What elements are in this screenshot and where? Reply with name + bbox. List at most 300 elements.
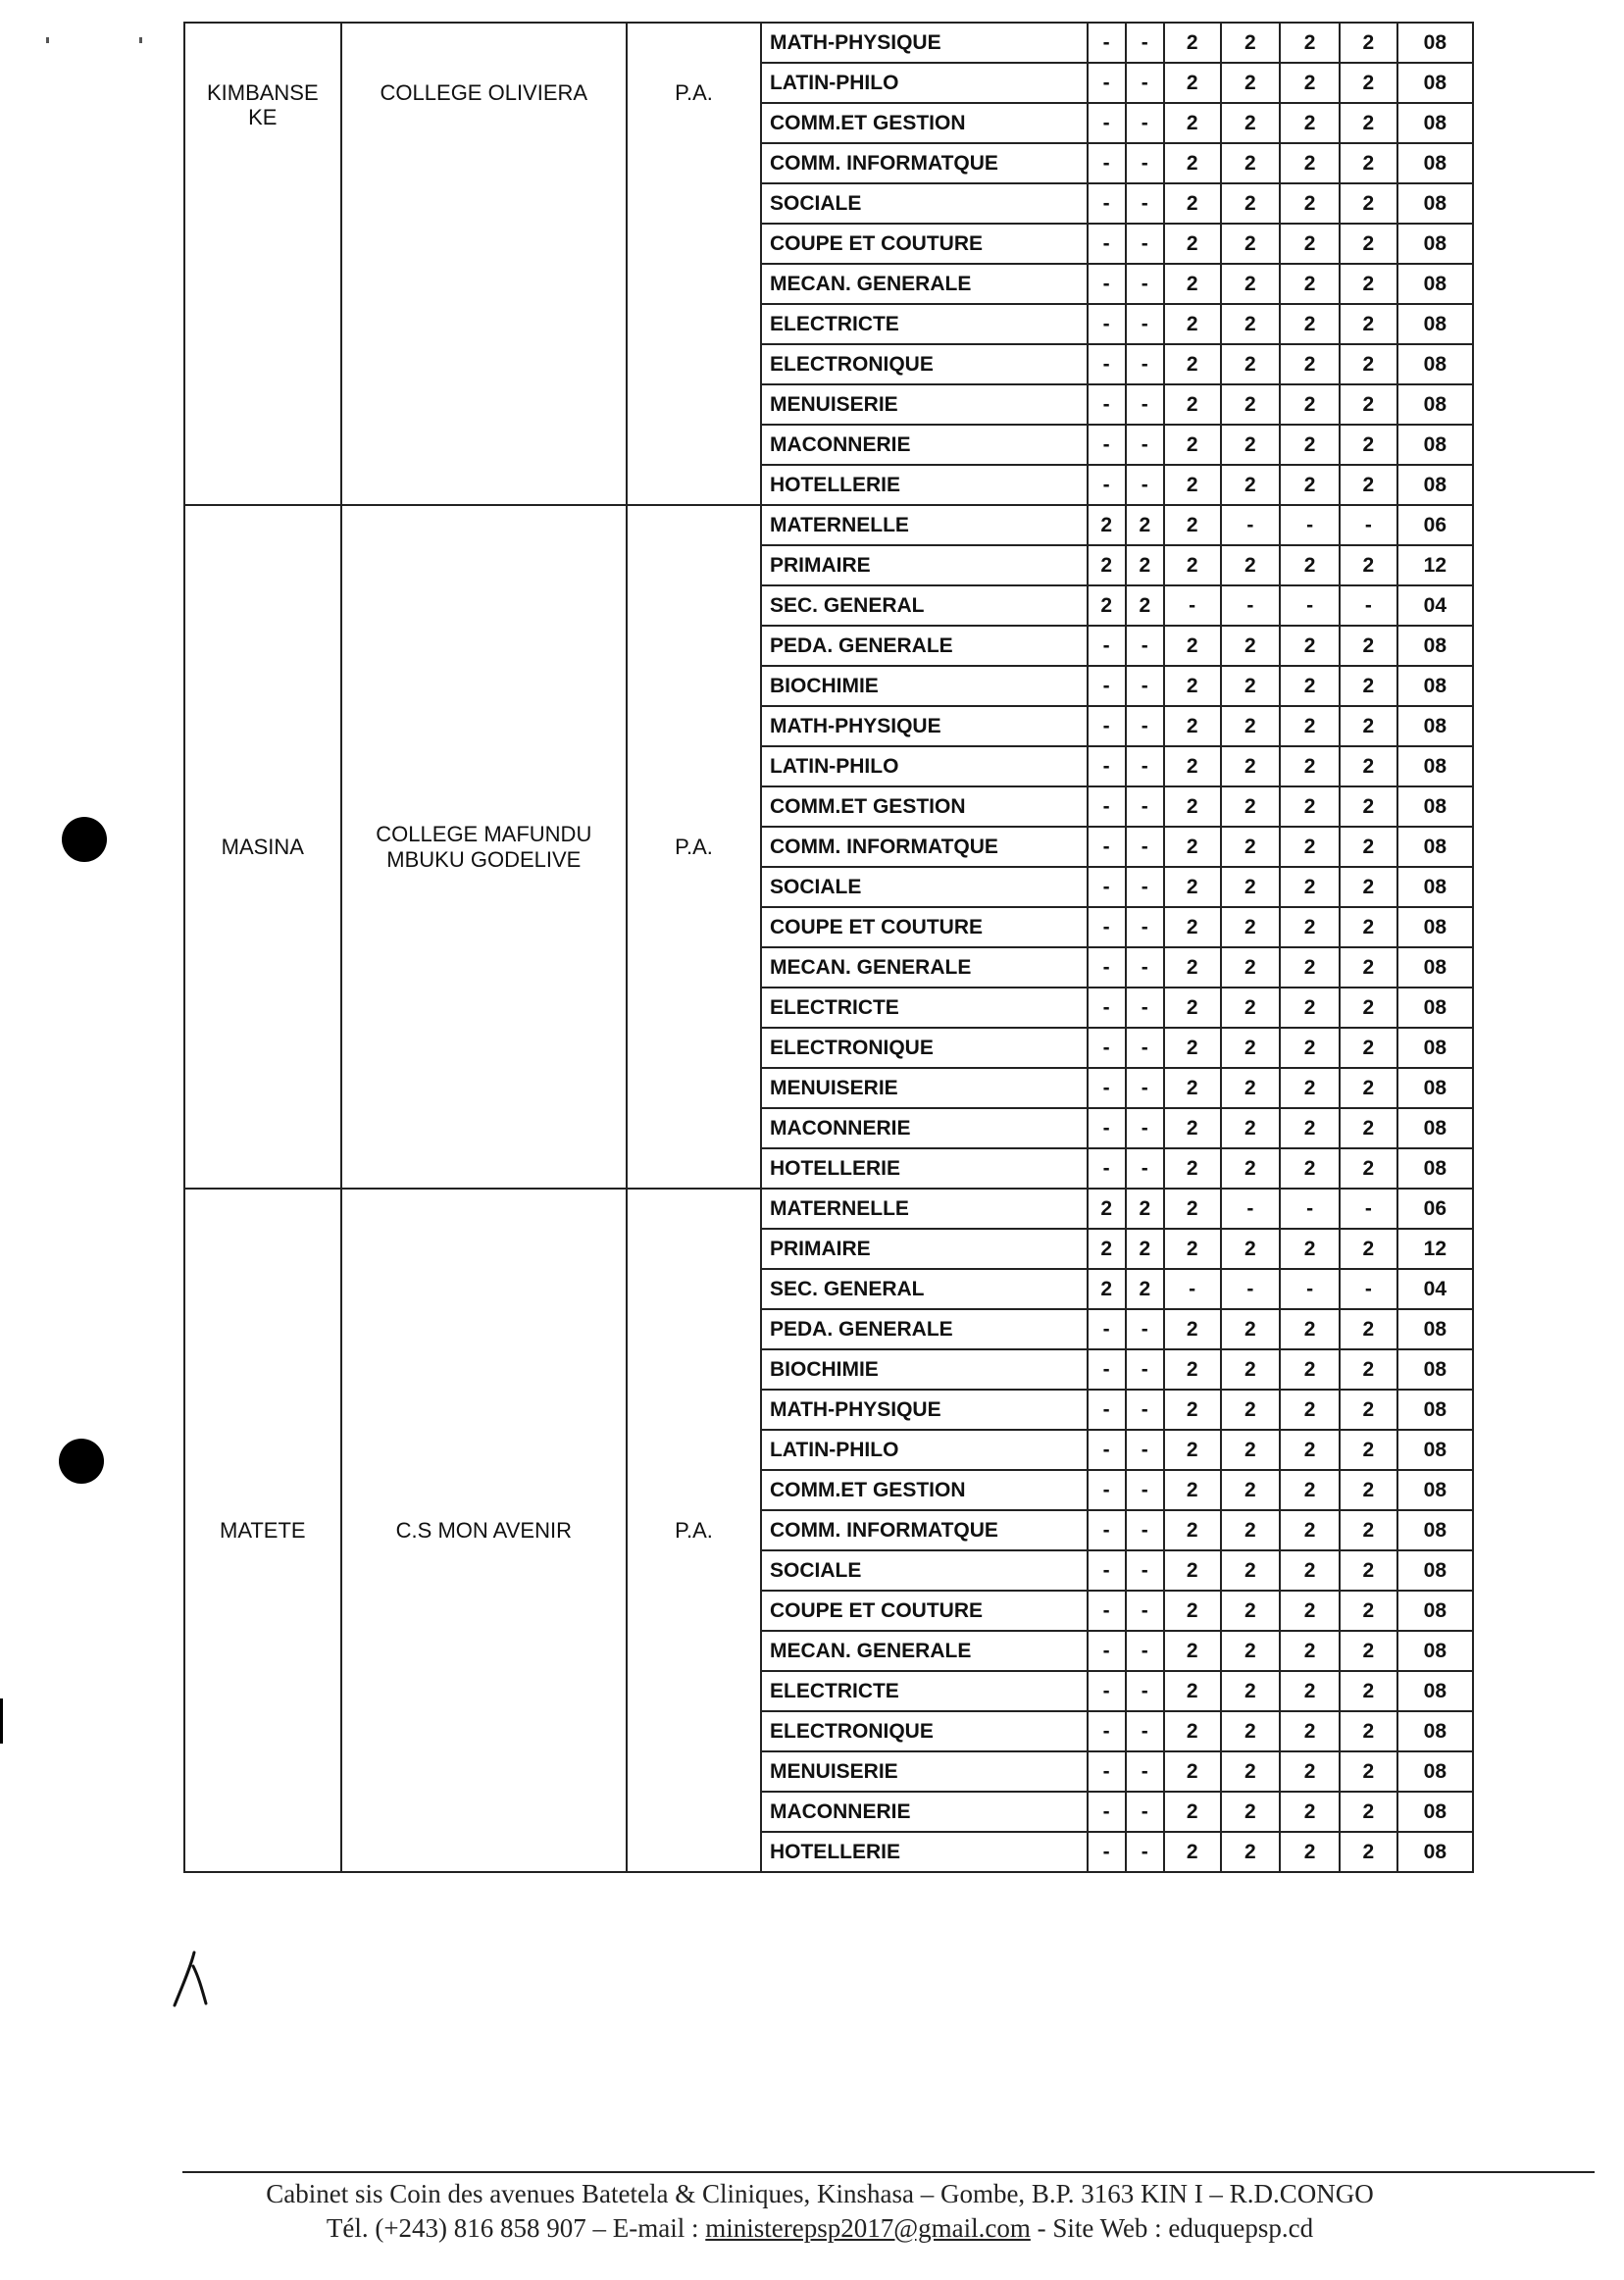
class-count-cell: 2 xyxy=(1221,1430,1281,1470)
class-count-cell: 2 xyxy=(1164,1108,1221,1148)
footer-email-link[interactable]: ministerepsp2017@gmail.com xyxy=(705,2213,1031,2243)
footer-contact xyxy=(182,2213,1457,2244)
commune-cell: MASINA xyxy=(184,505,341,1189)
total-cell: 08 xyxy=(1397,626,1473,666)
option-name-cell: COMM.ET GESTION xyxy=(761,103,1088,143)
class-count-cell: - xyxy=(1088,425,1126,465)
class-count-cell: 2 xyxy=(1280,1430,1340,1470)
class-count-cell: - xyxy=(1126,988,1164,1028)
option-name-cell: COUPE ET COUTURE xyxy=(761,224,1088,264)
class-count-cell: 2 xyxy=(1340,746,1397,786)
scan-tick-mark xyxy=(139,37,142,43)
option-name-cell: MACONNERIE xyxy=(761,1792,1088,1832)
class-count-cell: 2 xyxy=(1164,1349,1221,1390)
class-count-cell: 2 xyxy=(1280,1671,1340,1711)
class-count-cell: 2 xyxy=(1164,505,1221,545)
class-count-cell: - xyxy=(1126,63,1164,103)
class-count-cell: 2 xyxy=(1164,425,1221,465)
class-count-cell: 2 xyxy=(1280,827,1340,867)
total-cell: 08 xyxy=(1397,1309,1473,1349)
class-count-cell: 2 xyxy=(1164,867,1221,907)
class-count-cell: 2 xyxy=(1280,143,1340,183)
class-count-cell: 2 xyxy=(1126,505,1164,545)
regime-cell: P.A. xyxy=(627,505,761,1189)
total-cell: 08 xyxy=(1397,425,1473,465)
class-count-cell: 2 xyxy=(1340,1068,1397,1108)
option-name-cell: MATH-PHYSIQUE xyxy=(761,1390,1088,1430)
class-count-cell: 2 xyxy=(1280,947,1340,988)
class-count-cell: 2 xyxy=(1280,1390,1340,1430)
class-count-cell: - xyxy=(1126,143,1164,183)
class-count-cell: - xyxy=(1088,465,1126,505)
class-count-cell: 2 xyxy=(1340,827,1397,867)
class-count-cell: 2 xyxy=(1280,907,1340,947)
total-cell: 08 xyxy=(1397,988,1473,1028)
class-count-cell: 2 xyxy=(1126,585,1164,626)
commune-cell: KIMBANSE KE xyxy=(184,23,341,505)
class-count-cell: 2 xyxy=(1221,103,1281,143)
class-count-cell: - xyxy=(1088,1349,1126,1390)
option-name-cell: BIOCHIMIE xyxy=(761,1349,1088,1390)
class-count-cell: - xyxy=(1126,23,1164,63)
option-name-cell: COMM. INFORMATQUE xyxy=(761,827,1088,867)
table-row xyxy=(184,1189,1473,1229)
class-count-cell: - xyxy=(1088,1671,1126,1711)
school-name-cell: C.S MON AVENIR xyxy=(341,1189,627,1872)
class-count-cell: - xyxy=(1088,1832,1126,1872)
total-cell: 08 xyxy=(1397,1028,1473,1068)
class-count-cell: - xyxy=(1126,1309,1164,1349)
regime-cell: P.A. xyxy=(627,1189,761,1872)
total-cell: 06 xyxy=(1397,1189,1473,1229)
total-cell: 08 xyxy=(1397,1832,1473,1872)
class-count-cell: - xyxy=(1280,1269,1340,1309)
class-count-cell: 2 xyxy=(1280,1349,1340,1390)
class-count-cell: - xyxy=(1126,947,1164,988)
class-count-cell: 2 xyxy=(1164,1148,1221,1189)
class-count-cell: 2 xyxy=(1164,1309,1221,1349)
class-count-cell: 2 xyxy=(1280,344,1340,384)
total-cell: 08 xyxy=(1397,344,1473,384)
class-count-cell: - xyxy=(1088,1470,1126,1510)
total-cell: 08 xyxy=(1397,384,1473,425)
class-count-cell: 2 xyxy=(1221,1028,1281,1068)
class-count-cell: - xyxy=(1126,1671,1164,1711)
class-count-cell: - xyxy=(1088,827,1126,867)
class-count-cell: - xyxy=(1088,1510,1126,1550)
class-count-cell: - xyxy=(1126,264,1164,304)
class-count-cell: 2 xyxy=(1280,786,1340,827)
option-name-cell: COUPE ET COUTURE xyxy=(761,1591,1088,1631)
class-count-cell: - xyxy=(1126,1349,1164,1390)
class-count-cell: - xyxy=(1280,585,1340,626)
option-name-cell: MECAN. GENERALE xyxy=(761,264,1088,304)
class-count-cell: 2 xyxy=(1280,264,1340,304)
class-count-cell: 2 xyxy=(1340,1631,1397,1671)
class-count-cell: 2 xyxy=(1340,304,1397,344)
total-cell: 08 xyxy=(1397,1510,1473,1550)
option-name-cell: MATERNELLE xyxy=(761,1189,1088,1229)
class-count-cell: - xyxy=(1126,786,1164,827)
class-count-cell: - xyxy=(1126,344,1164,384)
class-count-cell: 2 xyxy=(1164,344,1221,384)
class-count-cell: 2 xyxy=(1221,666,1281,706)
class-count-cell: - xyxy=(1088,626,1126,666)
class-count-cell: - xyxy=(1088,23,1126,63)
class-count-cell: 2 xyxy=(1221,23,1281,63)
total-cell: 08 xyxy=(1397,1550,1473,1591)
class-count-cell: 2 xyxy=(1221,988,1281,1028)
option-name-cell: BIOCHIMIE xyxy=(761,666,1088,706)
class-count-cell: 2 xyxy=(1280,545,1340,585)
class-count-cell: 2 xyxy=(1280,1510,1340,1550)
class-count-cell: 2 xyxy=(1221,1309,1281,1349)
class-count-cell: 2 xyxy=(1088,1269,1126,1309)
class-count-cell: 2 xyxy=(1221,1832,1281,1872)
class-count-cell: 2 xyxy=(1340,1390,1397,1430)
class-count-cell: - xyxy=(1221,1189,1281,1229)
option-name-cell: LATIN-PHILO xyxy=(761,63,1088,103)
class-count-cell: - xyxy=(1126,224,1164,264)
option-name-cell: ELECTRONIQUE xyxy=(761,1711,1088,1751)
class-count-cell: 2 xyxy=(1221,1751,1281,1792)
class-count-cell: - xyxy=(1126,183,1164,224)
class-count-cell: 2 xyxy=(1340,143,1397,183)
class-count-cell: 2 xyxy=(1164,143,1221,183)
class-count-cell: 2 xyxy=(1280,224,1340,264)
class-count-cell: 2 xyxy=(1221,1510,1281,1550)
class-count-cell: 2 xyxy=(1221,1711,1281,1751)
option-name-cell: MECAN. GENERALE xyxy=(761,1631,1088,1671)
class-count-cell: - xyxy=(1088,224,1126,264)
class-count-cell: 2 xyxy=(1164,786,1221,827)
class-count-cell: 2 xyxy=(1126,1189,1164,1229)
option-name-cell: SEC. GENERAL xyxy=(761,585,1088,626)
class-count-cell: 2 xyxy=(1221,746,1281,786)
class-count-cell: 2 xyxy=(1280,1631,1340,1671)
class-count-cell: - xyxy=(1126,867,1164,907)
class-count-cell: 2 xyxy=(1164,183,1221,224)
option-name-cell: HOTELLERIE xyxy=(761,1148,1088,1189)
option-name-cell: MATH-PHYSIQUE xyxy=(761,23,1088,63)
option-name-cell: ELECTRICTE xyxy=(761,988,1088,1028)
class-count-cell: - xyxy=(1088,746,1126,786)
class-count-cell: 2 xyxy=(1164,103,1221,143)
class-count-cell: 2 xyxy=(1340,344,1397,384)
class-count-cell: 2 xyxy=(1164,465,1221,505)
class-count-cell: 2 xyxy=(1221,1108,1281,1148)
class-count-cell: 2 xyxy=(1088,1229,1126,1269)
class-count-cell: 2 xyxy=(1164,947,1221,988)
option-name-cell: PEDA. GENERALE xyxy=(761,1309,1088,1349)
class-count-cell: 2 xyxy=(1164,1189,1221,1229)
class-count-cell: 2 xyxy=(1126,545,1164,585)
class-count-cell: - xyxy=(1126,907,1164,947)
class-count-cell: 2 xyxy=(1340,224,1397,264)
class-count-cell: 2 xyxy=(1280,1711,1340,1751)
option-name-cell: COUPE ET COUTURE xyxy=(761,907,1088,947)
total-cell: 08 xyxy=(1397,706,1473,746)
total-cell: 08 xyxy=(1397,1631,1473,1671)
total-cell: 08 xyxy=(1397,1751,1473,1792)
footer-rule xyxy=(182,2171,1595,2173)
school-name-cell: COLLEGE OLIVIERA xyxy=(341,23,627,505)
class-count-cell: 2 xyxy=(1340,1510,1397,1550)
option-name-cell: LATIN-PHILO xyxy=(761,1430,1088,1470)
class-count-cell: 2 xyxy=(1164,224,1221,264)
class-count-cell: 2 xyxy=(1280,1148,1340,1189)
class-count-cell: 2 xyxy=(1221,264,1281,304)
class-count-cell: 2 xyxy=(1280,666,1340,706)
class-count-cell: 2 xyxy=(1340,867,1397,907)
class-count-cell: - xyxy=(1126,1751,1164,1792)
class-count-cell: 2 xyxy=(1340,706,1397,746)
option-name-cell: MENUISERIE xyxy=(761,1068,1088,1108)
class-count-cell: 2 xyxy=(1164,264,1221,304)
option-name-cell: ELECTRONIQUE xyxy=(761,344,1088,384)
class-count-cell: 2 xyxy=(1221,344,1281,384)
total-cell: 08 xyxy=(1397,1430,1473,1470)
class-count-cell: 2 xyxy=(1280,706,1340,746)
total-cell: 08 xyxy=(1397,666,1473,706)
class-count-cell: 2 xyxy=(1280,1470,1340,1510)
class-count-cell: 2 xyxy=(1221,626,1281,666)
class-count-cell: - xyxy=(1088,143,1126,183)
class-count-cell: 2 xyxy=(1221,63,1281,103)
class-count-cell: 2 xyxy=(1340,1591,1397,1631)
class-count-cell: - xyxy=(1164,1269,1221,1309)
class-count-cell: 2 xyxy=(1340,1309,1397,1349)
class-count-cell: - xyxy=(1126,384,1164,425)
class-count-cell: - xyxy=(1340,585,1397,626)
class-count-cell: - xyxy=(1126,626,1164,666)
class-count-cell: 2 xyxy=(1164,666,1221,706)
total-cell: 04 xyxy=(1397,1269,1473,1309)
class-count-cell: - xyxy=(1164,585,1221,626)
class-count-cell: 2 xyxy=(1164,1792,1221,1832)
class-count-cell: - xyxy=(1088,1591,1126,1631)
total-cell: 08 xyxy=(1397,183,1473,224)
class-count-cell: 2 xyxy=(1164,1229,1221,1269)
class-count-cell: 2 xyxy=(1221,1229,1281,1269)
option-name-cell: SEC. GENERAL xyxy=(761,1269,1088,1309)
total-cell: 12 xyxy=(1397,545,1473,585)
class-count-cell: - xyxy=(1126,1591,1164,1631)
class-count-cell: 2 xyxy=(1280,1068,1340,1108)
class-count-cell: 2 xyxy=(1221,1550,1281,1591)
class-count-cell: 2 xyxy=(1221,224,1281,264)
class-count-cell: 2 xyxy=(1088,585,1126,626)
class-count-cell: - xyxy=(1340,1269,1397,1309)
class-count-cell: - xyxy=(1221,505,1281,545)
total-cell: 08 xyxy=(1397,1148,1473,1189)
class-count-cell: - xyxy=(1088,1711,1126,1751)
class-count-cell: 2 xyxy=(1221,907,1281,947)
class-count-cell: 2 xyxy=(1280,1792,1340,1832)
class-count-cell: - xyxy=(1126,1711,1164,1751)
class-count-cell: - xyxy=(1088,1631,1126,1671)
class-count-cell: 2 xyxy=(1221,545,1281,585)
total-cell: 08 xyxy=(1397,465,1473,505)
class-count-cell: 2 xyxy=(1221,1148,1281,1189)
option-name-cell: COMM.ET GESTION xyxy=(761,1470,1088,1510)
option-name-cell: MATERNELLE xyxy=(761,505,1088,545)
option-name-cell: ELECTRICTE xyxy=(761,304,1088,344)
class-count-cell: 2 xyxy=(1164,1832,1221,1872)
class-count-cell: 2 xyxy=(1164,1430,1221,1470)
total-cell: 08 xyxy=(1397,1671,1473,1711)
class-count-cell: 2 xyxy=(1088,545,1126,585)
class-count-cell: - xyxy=(1088,264,1126,304)
class-count-cell: 2 xyxy=(1221,1792,1281,1832)
total-cell: 08 xyxy=(1397,786,1473,827)
class-count-cell: 2 xyxy=(1164,706,1221,746)
class-count-cell: - xyxy=(1088,1148,1126,1189)
class-count-cell: 2 xyxy=(1164,988,1221,1028)
school-name-cell: COLLEGE MAFUNDU MBUKU GODELIVE xyxy=(341,505,627,1189)
class-count-cell: 2 xyxy=(1340,1751,1397,1792)
option-name-cell: LATIN-PHILO xyxy=(761,746,1088,786)
option-name-cell: MACONNERIE xyxy=(761,425,1088,465)
class-count-cell: - xyxy=(1088,706,1126,746)
footer-address: Cabinet sis Coin des avenues Batetela & Cliniques, Kinshasa – Gombe, B.P. 3163 KIN I – R.D.CONGO xyxy=(266,2179,1374,2208)
class-count-cell: 2 xyxy=(1164,63,1221,103)
class-count-cell: - xyxy=(1126,706,1164,746)
total-cell: 08 xyxy=(1397,907,1473,947)
class-count-cell: 2 xyxy=(1221,1390,1281,1430)
total-cell: 06 xyxy=(1397,505,1473,545)
class-count-cell: - xyxy=(1126,1430,1164,1470)
class-count-cell: - xyxy=(1126,746,1164,786)
option-name-cell: MECAN. GENERALE xyxy=(761,947,1088,988)
class-count-cell: 2 xyxy=(1280,103,1340,143)
class-count-cell: 2 xyxy=(1164,626,1221,666)
total-cell: 08 xyxy=(1397,224,1473,264)
class-count-cell: 2 xyxy=(1280,23,1340,63)
class-count-cell: - xyxy=(1088,304,1126,344)
class-count-cell: - xyxy=(1088,183,1126,224)
class-count-cell: - xyxy=(1088,1309,1126,1349)
class-count-cell: 2 xyxy=(1280,1591,1340,1631)
table-row xyxy=(184,23,1473,63)
table-row xyxy=(184,505,1473,545)
scan-tick-mark xyxy=(46,37,49,43)
total-cell: 08 xyxy=(1397,1470,1473,1510)
class-count-cell: - xyxy=(1088,988,1126,1028)
class-count-cell: 2 xyxy=(1221,1591,1281,1631)
class-count-cell: - xyxy=(1088,1028,1126,1068)
option-name-cell: MENUISERIE xyxy=(761,384,1088,425)
class-count-cell: 2 xyxy=(1280,1832,1340,1872)
class-count-cell: - xyxy=(1126,1631,1164,1671)
class-count-cell: 2 xyxy=(1164,304,1221,344)
class-count-cell: - xyxy=(1088,947,1126,988)
class-count-cell: - xyxy=(1280,505,1340,545)
class-count-cell: - xyxy=(1126,1068,1164,1108)
class-count-cell: 2 xyxy=(1221,1671,1281,1711)
class-count-cell: - xyxy=(1126,1108,1164,1148)
total-cell: 08 xyxy=(1397,746,1473,786)
class-count-cell: 2 xyxy=(1340,1229,1397,1269)
class-count-cell: 2 xyxy=(1280,1309,1340,1349)
class-count-cell: 2 xyxy=(1164,384,1221,425)
class-count-cell: - xyxy=(1340,1189,1397,1229)
class-count-cell: - xyxy=(1126,1390,1164,1430)
class-count-cell: 2 xyxy=(1280,1229,1340,1269)
class-count-cell: - xyxy=(1088,103,1126,143)
option-name-cell: PEDA. GENERALE xyxy=(761,626,1088,666)
total-cell: 08 xyxy=(1397,1711,1473,1751)
class-count-cell: 2 xyxy=(1340,264,1397,304)
class-count-cell: 2 xyxy=(1340,1671,1397,1711)
class-count-cell: 2 xyxy=(1221,143,1281,183)
schools-options-table xyxy=(183,22,1474,1873)
total-cell: 08 xyxy=(1397,103,1473,143)
commune-cell: MATETE xyxy=(184,1189,341,1872)
class-count-cell: - xyxy=(1221,1269,1281,1309)
class-count-cell: 2 xyxy=(1221,304,1281,344)
class-count-cell: 2 xyxy=(1126,1269,1164,1309)
class-count-cell: 2 xyxy=(1340,1550,1397,1591)
class-count-cell: - xyxy=(1126,1470,1164,1510)
class-count-cell: - xyxy=(1088,1550,1126,1591)
class-count-cell: - xyxy=(1088,786,1126,827)
class-count-cell: 2 xyxy=(1280,867,1340,907)
option-name-cell: ELECTRICTE xyxy=(761,1671,1088,1711)
margin-mark xyxy=(0,1698,3,1744)
class-count-cell: - xyxy=(1088,666,1126,706)
class-count-cell: 2 xyxy=(1164,746,1221,786)
class-count-cell: 2 xyxy=(1164,1671,1221,1711)
class-count-cell: 2 xyxy=(1340,907,1397,947)
total-cell: 12 xyxy=(1397,1229,1473,1269)
total-cell: 08 xyxy=(1397,143,1473,183)
class-count-cell: 2 xyxy=(1340,63,1397,103)
class-count-cell: 2 xyxy=(1340,626,1397,666)
class-count-cell: 2 xyxy=(1340,425,1397,465)
class-count-cell: 2 xyxy=(1221,947,1281,988)
total-cell: 08 xyxy=(1397,1390,1473,1430)
class-count-cell: 2 xyxy=(1221,183,1281,224)
total-cell: 08 xyxy=(1397,1792,1473,1832)
class-count-cell: 2 xyxy=(1164,1550,1221,1591)
option-name-cell: HOTELLERIE xyxy=(761,1832,1088,1872)
total-cell: 08 xyxy=(1397,947,1473,988)
class-count-cell: 2 xyxy=(1340,1470,1397,1510)
option-name-cell: COMM. INFORMATQUE xyxy=(761,1510,1088,1550)
class-count-cell: 2 xyxy=(1340,1832,1397,1872)
option-name-cell: PRIMAIRE xyxy=(761,545,1088,585)
total-cell: 08 xyxy=(1397,23,1473,63)
punch-hole xyxy=(59,1439,104,1484)
class-count-cell: 2 xyxy=(1164,23,1221,63)
class-count-cell: 2 xyxy=(1280,63,1340,103)
class-count-cell: 2 xyxy=(1280,425,1340,465)
total-cell: 08 xyxy=(1397,867,1473,907)
class-count-cell: - xyxy=(1221,585,1281,626)
class-count-cell: - xyxy=(1088,63,1126,103)
class-count-cell: 2 xyxy=(1340,23,1397,63)
class-count-cell: 2 xyxy=(1221,465,1281,505)
class-count-cell: 2 xyxy=(1221,1349,1281,1390)
class-count-cell: 2 xyxy=(1164,545,1221,585)
option-name-cell: HOTELLERIE xyxy=(761,465,1088,505)
class-count-cell: - xyxy=(1088,1792,1126,1832)
class-count-cell: 2 xyxy=(1164,1068,1221,1108)
option-name-cell: ELECTRONIQUE xyxy=(761,1028,1088,1068)
class-count-cell: 2 xyxy=(1280,1751,1340,1792)
total-cell: 08 xyxy=(1397,264,1473,304)
